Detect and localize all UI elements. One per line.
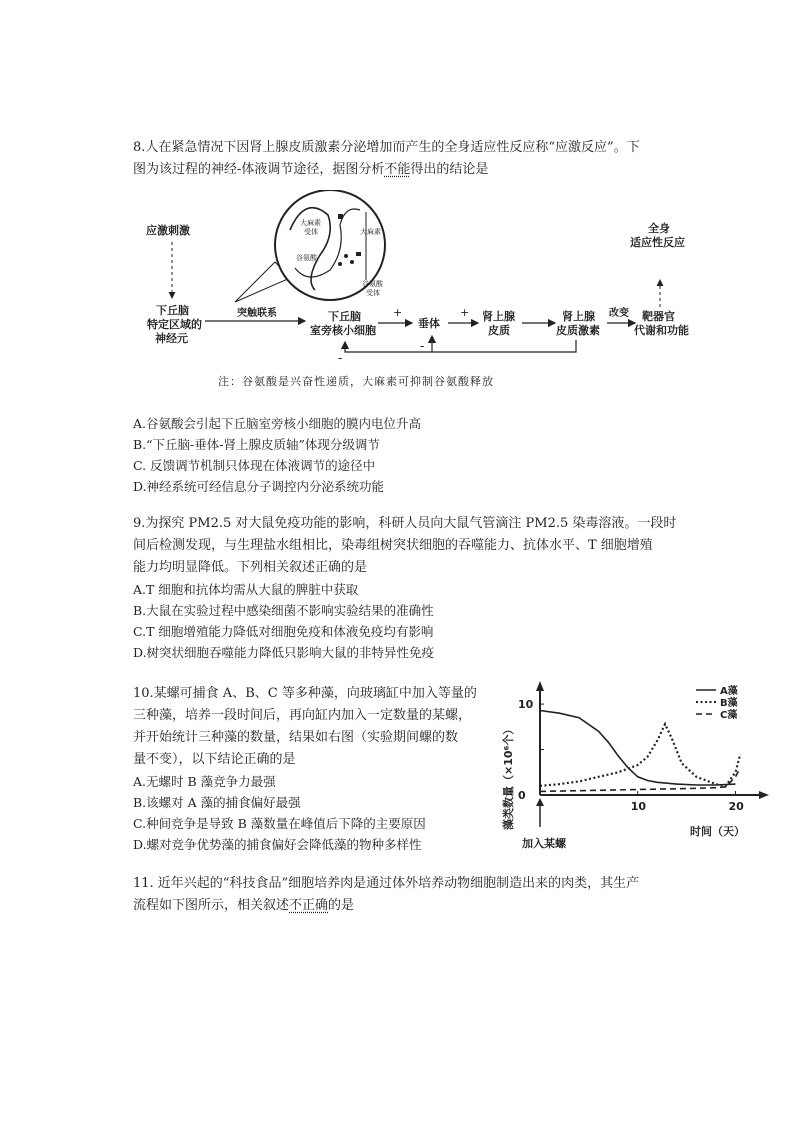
cortical-hormone-1: 肾上腺 <box>562 310 595 323</box>
legend-label: A藻 <box>720 686 738 697</box>
legend-label: C藻 <box>720 710 738 721</box>
adrenal-cortex-1: 肾上腺 <box>482 310 515 323</box>
q11-stem-line1: 11. 近年兴起的“科技食品”细胞培养肉是通过体外培养动物细胞制造出来的肉类，其生产 <box>133 876 640 891</box>
plus-2: + <box>460 306 470 319</box>
series-line-B藻 <box>540 724 740 786</box>
emphasis-incorrect: 不正确 <box>289 898 329 913</box>
snail-arrow-head <box>536 798 544 806</box>
inset-glu-receptor-2: 受体 <box>366 289 380 297</box>
x-axis-label: 时间（天） <box>690 825 745 838</box>
synapse-label: 突触联系 <box>237 308 277 319</box>
inset-ephedrine: 大麻素 <box>360 228 381 236</box>
inset-ephedrine-receptor-1: 大麻素 <box>300 219 321 227</box>
q9-stem-line3: 能力均明显降低。下列相关叙述正确的是 <box>133 560 368 575</box>
y-tick-label: 0 <box>518 789 526 802</box>
target-2: 代谢和功能 <box>634 324 689 337</box>
q8-stem-line2: 图为该过程的神经-体液调节途径，据图分析不能得出的结论是 <box>133 162 489 177</box>
hypo-cell-1: 下丘脑 <box>328 310 361 323</box>
q10-option-c: C.种间竞争是导致 B 藻数量在峰值后下降的主要原因 <box>133 816 426 831</box>
q9-option-b: B.大鼠在实验过程中感染细菌不影响实验结果的准确性 <box>133 603 434 618</box>
series-line-C藻 <box>540 768 740 792</box>
q8-option-b: B.“下丘脑-垂体-肾上腺皮质轴”体现分级调节 <box>133 437 380 452</box>
neuro-humoral-diagram <box>130 190 690 390</box>
adrenal-cortex-2: 皮质 <box>488 324 510 337</box>
q9-stem-line2: 间后检测发现，与生理盐水组相比，染毒组树突状细胞的吞噬能力、抗体水平、T 细胞增殖 <box>133 538 653 553</box>
change-label: 改变 <box>609 308 629 319</box>
inset-ephedrine-receptor-2: 受体 <box>304 228 318 236</box>
plus-1: + <box>393 306 403 319</box>
systemic-2: 适应性反应 <box>630 236 685 249</box>
q8-stem-line1: 8.人在紧急情况下因肾上腺皮质激素分泌增加而产生的全身适应性反应称“应激反应”。下 <box>133 140 640 155</box>
q8-option-d: D.神经系统可经信息分子调控内分泌系统功能 <box>133 479 385 494</box>
q9-stem-line1: 9.为探究 PM2.5 对大鼠免疫功能的影响，科研人员向大鼠气管滴注 PM2.5 染毒溶液。一段时 <box>133 516 677 531</box>
y-tick-label: 10 <box>518 698 534 712</box>
q9-option-d: D.树突状细胞吞噬能力降低只影响大鼠的非特异性免疫 <box>133 645 435 660</box>
minus-2: - <box>338 351 343 365</box>
x-axis-arrow <box>759 791 769 799</box>
series-line-A藻 <box>540 711 736 786</box>
q10-stem-line3: 并开始统计三种藻的数量，结果如右图（实验期间螺的数 <box>133 730 459 745</box>
q8-option-a: A.谷氨酸会引起下丘脑室旁核小细胞的膜内电位升高 <box>133 416 422 431</box>
diagram-note: 注：谷氨酸是兴奋性递质，大麻素可抑制谷氨酸释放 <box>218 375 494 388</box>
q11-stem-line2: 流程如下图所示，相关叙述不正确的是 <box>133 898 355 913</box>
annotation-label: 加入某螺 <box>522 837 566 850</box>
systemic-1: 全身 <box>648 222 670 235</box>
inset-glu: 谷氨酸 <box>296 254 317 262</box>
inset-glu-receptor-1: 谷氨酸 <box>362 280 383 288</box>
hypo-neuron-2: 特定区域的 <box>147 318 202 331</box>
q9-option-a: A.T 细胞和抗体均需从大鼠的脾脏中获取 <box>133 582 359 597</box>
x-tick-label: 10 <box>630 800 647 813</box>
q10-option-d: D.螺对竞争优势藻的捕食偏好会降低藻的物种多样性 <box>133 837 422 852</box>
q10-option-a: A.无螺时 B 藻竞争力最强 <box>133 774 276 789</box>
cortical-hormone-2: 皮质激素 <box>556 324 600 337</box>
q10-stem-line1: 10.某螺可捕食 A、B、C 等多种藻，向玻璃缸中加入等量的 <box>133 686 477 701</box>
algae-chart <box>490 680 780 850</box>
hypo-neuron-1: 下丘脑 <box>156 304 189 317</box>
minus-1: - <box>420 339 425 353</box>
legend-label: B藻 <box>720 698 738 709</box>
q8-option-c: C. 反馈调节机制只体现在体液调节的途径中 <box>133 458 376 473</box>
x-tick-label: 20 <box>728 800 744 813</box>
hypo-neuron-3: 神经元 <box>155 332 188 345</box>
stimulus-label: 应激刺激 <box>146 224 190 237</box>
target-1: 靶器官 <box>642 310 675 323</box>
q10-stem-line2: 三种藻，培养一段时间后，再向缸内加入一定数量的某螺， <box>133 708 472 723</box>
q9-option-c: C.T 细胞增殖能力降低对细胞免疫和体液免疫均有影响 <box>133 624 434 639</box>
y-axis-label: 藻类数量（×10⁶个） <box>502 723 515 830</box>
q10-stem-line4: 量不变），以下结论正确的是 <box>133 752 296 767</box>
emphasis-not: 不能 <box>384 162 411 177</box>
q10-option-b: B.该螺对 A 藻的捕食偏好最强 <box>133 795 301 810</box>
hypo-cell-2: 室旁核小细胞 <box>310 324 376 337</box>
pituitary-label: 垂体 <box>418 317 440 330</box>
y-axis-arrow <box>536 681 544 691</box>
